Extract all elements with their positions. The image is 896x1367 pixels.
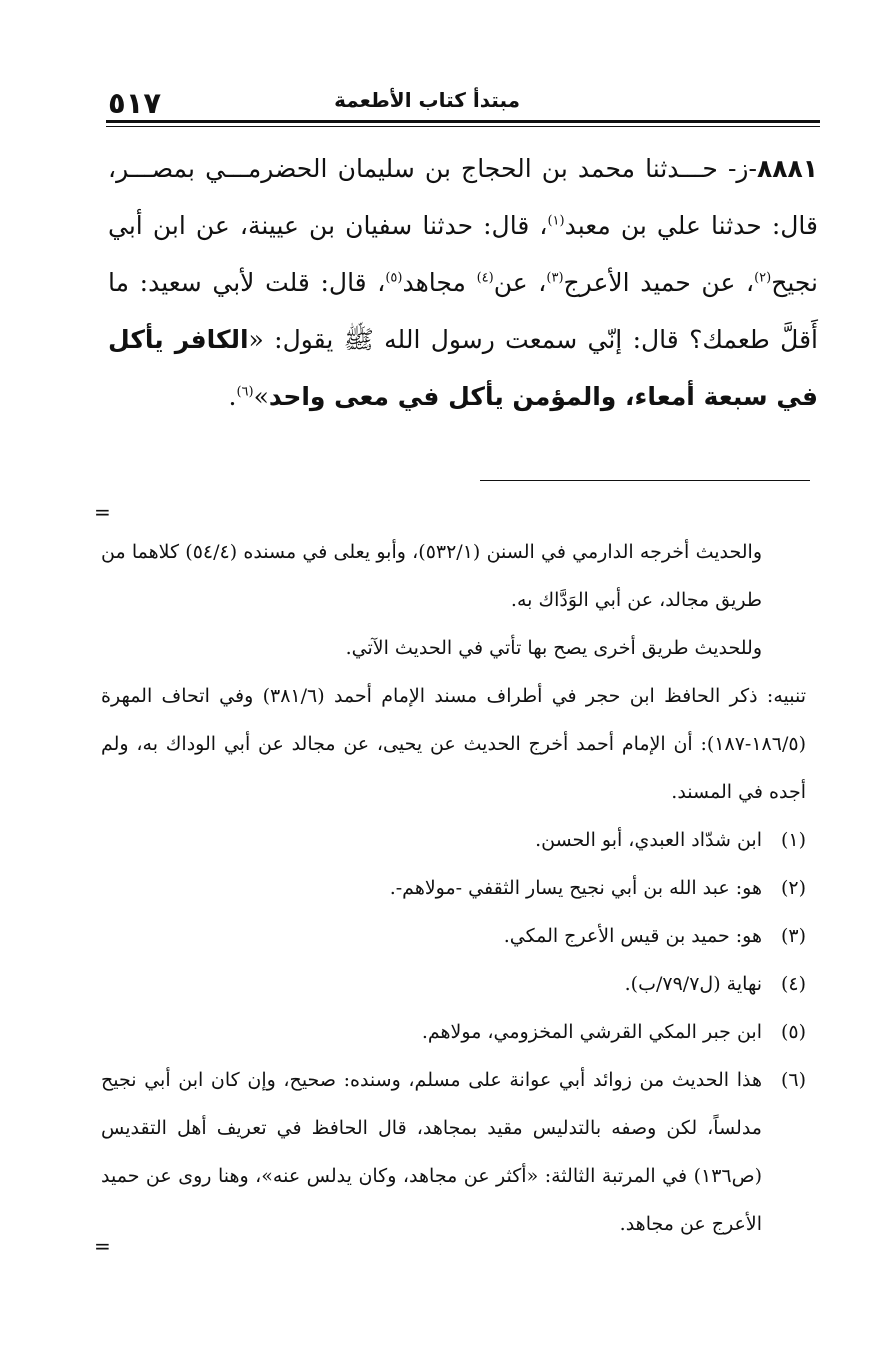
hadith-end: . bbox=[228, 382, 237, 411]
footnote-item bbox=[101, 864, 806, 912]
header-rule-thin bbox=[106, 126, 820, 127]
footnote-text: هو: حميد بن قيس الأعرج المكي. bbox=[503, 925, 762, 947]
header-rule-thick bbox=[106, 120, 820, 123]
continuation-mark-bottom: = bbox=[94, 1234, 111, 1258]
footnote-ref-2: (٢) bbox=[754, 270, 772, 286]
footnotes-section bbox=[101, 528, 806, 1248]
running-title: مبتدأ كتاب الأطعمة bbox=[334, 88, 520, 112]
footnote-marker: (١) bbox=[780, 829, 806, 851]
footnote-separator bbox=[480, 480, 810, 481]
hadith-number: ٨٨٨١ bbox=[756, 154, 818, 183]
footnote-text: هذا الحديث من زوائد أبي عوانة على مسلم، وسنده: صحيح، وإن كان ابن أبي نجيح مدلساً، لكن وصفه بالتدليس مقيد بمجاهد، قال الحافظ في تعريف أهل التقديس (ص١٣٦) في المرتبة الثالثة: «أكثر عن مجاهد، وكان يدلس عنه»، وهنا روى عن حميد الأعرج عن مجاهد. bbox=[101, 1069, 762, 1235]
editor-note: تنبيه: ذكر الحافظ ابن حجر في أطراف مسند الإمام أحمد (٣٨١/٦) وفي اتحاف المهرة (١٨٦/٥-١٨٧): أن الإمام أحمد أخرج الحديث عن يحيى، عن مجالد عن أبي الوداك به، ولم أجده في المسند. bbox=[101, 685, 806, 803]
footnote-ref-3: (٣) bbox=[546, 270, 564, 286]
footnote-item bbox=[101, 816, 806, 864]
footnote-text: نهاية (ل٧٩/٧/ب). bbox=[624, 973, 762, 995]
quote-open: « bbox=[248, 325, 264, 354]
continuation-mark-top: = bbox=[94, 500, 111, 524]
hadith-text-3: ، عن حميد الأعرج bbox=[563, 268, 755, 297]
footnote-item bbox=[101, 1008, 806, 1056]
hadith-text bbox=[108, 140, 818, 425]
footnote-marker: (٦) bbox=[780, 1069, 806, 1091]
footnote-ref-5: (٥) bbox=[385, 270, 403, 286]
page-header bbox=[108, 84, 820, 120]
footnote-continued-paragraph: والحديث أخرجه الدارمي في السنن (٥٣٢/١)، وأبو يعلى في مسنده (٥٤/٤) كلاهما من طريق مجالد، عن أبي الوَدَّاك به. bbox=[101, 541, 762, 611]
footnote-text: هو: عبد الله بن أبي نجيح يسار الثقفي -مولاهم-. bbox=[389, 877, 762, 899]
footnote-text: ابن جبر المكي القرشي المخزومي، مولاهم. bbox=[421, 1021, 762, 1043]
footnote-item bbox=[101, 912, 806, 960]
quote-close: » bbox=[253, 382, 269, 411]
footnote-marker: (٢) bbox=[780, 877, 806, 899]
hadith-text-2: ، قال: حدثنا سفيان بن عيينة، عن ابن أبي نجيح bbox=[108, 211, 818, 297]
page-number: ٥١٧ bbox=[108, 86, 162, 120]
footnote-ref-4: (٤) bbox=[476, 270, 494, 286]
footnote-item bbox=[101, 960, 806, 1008]
hadith-text-5: مجاهد bbox=[402, 268, 477, 297]
footnote-continued-paragraph: وللحديث طريق أخرى يصح بها تأتي في الحديث الآتي. bbox=[345, 637, 762, 659]
footnote-marker: (٥) bbox=[780, 1021, 806, 1043]
footnote-ref-1: (١) bbox=[547, 213, 565, 229]
footnote-ref-6: (٦) bbox=[236, 384, 254, 400]
footnote-item bbox=[101, 1056, 806, 1248]
footnote-text: ابن شدّاد العبدي، أبو الحسن. bbox=[535, 829, 762, 851]
footnote-marker: (٣) bbox=[780, 925, 806, 947]
hadith-text-6: ، قال: قلت لأبي سعيد: ما أَقلَّ طعمك؟ قال: إنّي سمعت رسول الله ﷺ يقول: bbox=[108, 268, 818, 354]
footnote-marker: (٤) bbox=[780, 973, 806, 995]
hadith-text-1: -ز- حـــدثنا محمد بن الحجاج بن سليمان الحضرمـــي بمصـــر، قال: حدثنا علي بن معبد bbox=[108, 154, 818, 240]
hadith-matn: الكافر يأكل في سبعة أمعاء، والمؤمن يأكل في معى واحد bbox=[108, 325, 818, 411]
hadith-text-4: ، عن bbox=[493, 268, 547, 297]
